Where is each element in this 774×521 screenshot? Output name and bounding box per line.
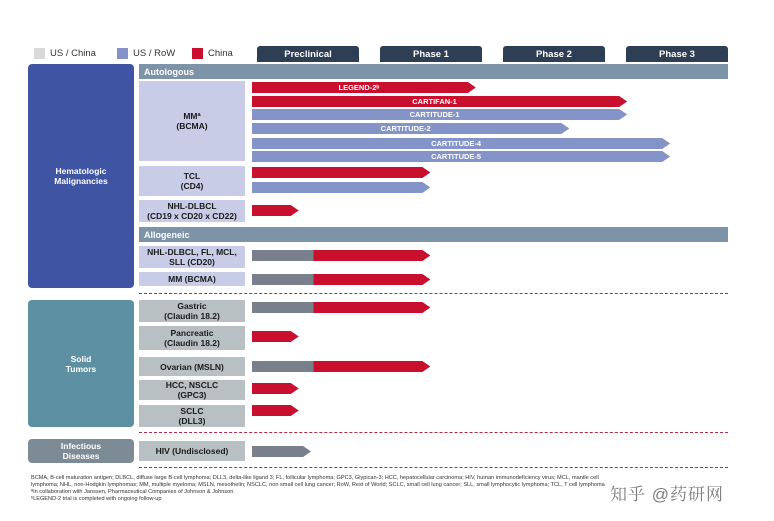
category-solid-tumors: Solid Tumors [28, 300, 134, 427]
program-arrow [252, 250, 430, 261]
program-bar-mm-allogeneic [252, 274, 430, 285]
legend-label: US / RoW [133, 47, 176, 59]
category-infectious-diseases: Infectious Diseases [28, 439, 134, 463]
indication-nhl-dlbcl-cd19: NHL-DLBCL (CD19 x CD20 x CD22) [139, 200, 245, 222]
program-bar-cartitude-2 [252, 123, 569, 134]
program-arrow-segment [252, 302, 314, 313]
program-arrow-segment [252, 361, 314, 372]
program-arrow-segment [252, 331, 299, 342]
watermark: 知乎 @药研网 [610, 485, 724, 504]
program-arrow-segment [314, 250, 431, 261]
legend-swatch [192, 48, 203, 59]
program-arrow-segment [252, 182, 430, 193]
program-arrow [252, 167, 430, 178]
section-allogeneic: Allogeneic [139, 227, 728, 242]
program-arrow [252, 205, 299, 216]
program-bar-sclc [252, 405, 299, 416]
indication-tcl-cd4: TCL (CD4) [139, 166, 245, 196]
phase-header-preclinical: Preclinical [257, 46, 359, 62]
program-arrow [252, 331, 299, 342]
footnote-line: BCMA, B-cell maturation antigen; DLBCL, diffuse large B-cell lymphoma; DLL3, delta-like ligand 3; FL, follicular lymphoma; GPC3, Glypican-3; HCC, hepatocellular carcinoma; HIV, human immunodeficiency virus; MCL, mantle cell [31, 475, 599, 481]
program-bar-legend-2 [252, 82, 476, 93]
legend-item-us-row [117, 46, 175, 60]
indication-sclc: SCLC (DLL3) [139, 405, 245, 427]
program-arrow [252, 182, 430, 193]
indication-mm-bcma: MMª (BCMA) [139, 81, 245, 161]
program-bar-cartifan-1 [252, 96, 627, 107]
divider-footnotes [139, 467, 728, 468]
section-autologous: Autologous [139, 64, 728, 79]
divider-solid-tumors [139, 293, 728, 294]
legend-item-china [192, 46, 233, 60]
program-arrow-segment [252, 446, 311, 457]
legend-swatch [117, 48, 128, 59]
program-arrow-segment [252, 205, 299, 216]
program-arrow-segment [252, 383, 299, 394]
program-label: CARTITUDE-1 [409, 110, 460, 119]
footnote-line: lymphoma; NHL, non-Hodgkin lymphomas; MM, multiple myeloma; MSLN, mesothelin; NSCLC, non small cell lung cancer; RoW, Rest of World; SCLC, small cell lung cancer; SLL, small lymphocytic lymphoma; TCL, T cell lymphoma [31, 482, 605, 488]
divider-infectious [139, 432, 728, 433]
legend-label: US / China [50, 47, 96, 59]
program-arrow-segment [252, 250, 314, 261]
program-bar-hcc-nsclc [252, 383, 299, 394]
indication-hcc-nsclc: HCC, NSCLC (GPC3) [139, 380, 245, 400]
program-arrow-segment [252, 405, 299, 416]
program-bar-cartitude-5 [252, 151, 670, 162]
program-label: CARTIFAN-1 [412, 97, 457, 106]
phase-header-phase-1: Phase 1 [380, 46, 482, 62]
program-arrow [252, 446, 311, 457]
category-hematologic-malignancies: Hematologic Malignancies [28, 64, 134, 288]
program-bar-cartitude-1 [252, 109, 627, 120]
program-arrow [252, 405, 299, 416]
legend-label: China [208, 47, 233, 59]
footnote-line: ᵇLEGEND-2 trial is completed with ongoing follow-up [31, 496, 162, 502]
program-arrow [252, 302, 430, 313]
program-bar-tcl-us [252, 182, 430, 193]
program-arrow-segment [314, 274, 431, 285]
program-bar-nhl-dlbcl-cd20 [252, 250, 430, 261]
phase-header-phase-3: Phase 3 [626, 46, 728, 62]
indication-hiv: HIV (Undisclosed) [139, 441, 245, 461]
program-bar-hiv [252, 446, 311, 457]
program-arrow-segment [314, 361, 431, 372]
program-label: LEGEND-2ᵇ [338, 83, 380, 92]
program-arrow [252, 361, 430, 372]
indication-gastric: Gastric (Claudin 18.2) [139, 300, 245, 322]
program-bar-pancreatic [252, 331, 299, 342]
program-arrow-segment [252, 274, 314, 285]
indication-pancreatic: Pancreatic (Claudin 18.2) [139, 326, 245, 350]
program-label: CARTITUDE-4 [431, 139, 482, 148]
program-bar-ovarian [252, 361, 430, 372]
program-bar-cartitude-4 [252, 138, 670, 149]
program-arrow [252, 274, 430, 285]
footnote-line: ªIn collaboration with Janssen, Pharmaceutical Companies of Johnson & Johnson [31, 489, 234, 495]
program-label: CARTITUDE-5 [431, 152, 482, 161]
program-bar-gastric [252, 302, 430, 313]
program-label: CARTITUDE-2 [380, 124, 431, 133]
legend-swatch [34, 48, 45, 59]
indication-mm-bcma-allogeneic: MM (BCMA) [139, 272, 245, 286]
phase-header-phase-2: Phase 2 [503, 46, 605, 62]
program-arrow-segment [314, 302, 431, 313]
program-bar-tcl-china [252, 167, 430, 178]
program-bar-nhl-dlbcl-triple [252, 205, 299, 216]
indication-ovarian: Ovarian (MSLN) [139, 357, 245, 376]
program-arrow [252, 383, 299, 394]
legend-item-us-china [34, 46, 96, 60]
program-arrow-segment [252, 167, 430, 178]
indication-nhl-dlbcl-cd20: NHL-DLBCL, FL, MCL, SLL (CD20) [139, 246, 245, 268]
